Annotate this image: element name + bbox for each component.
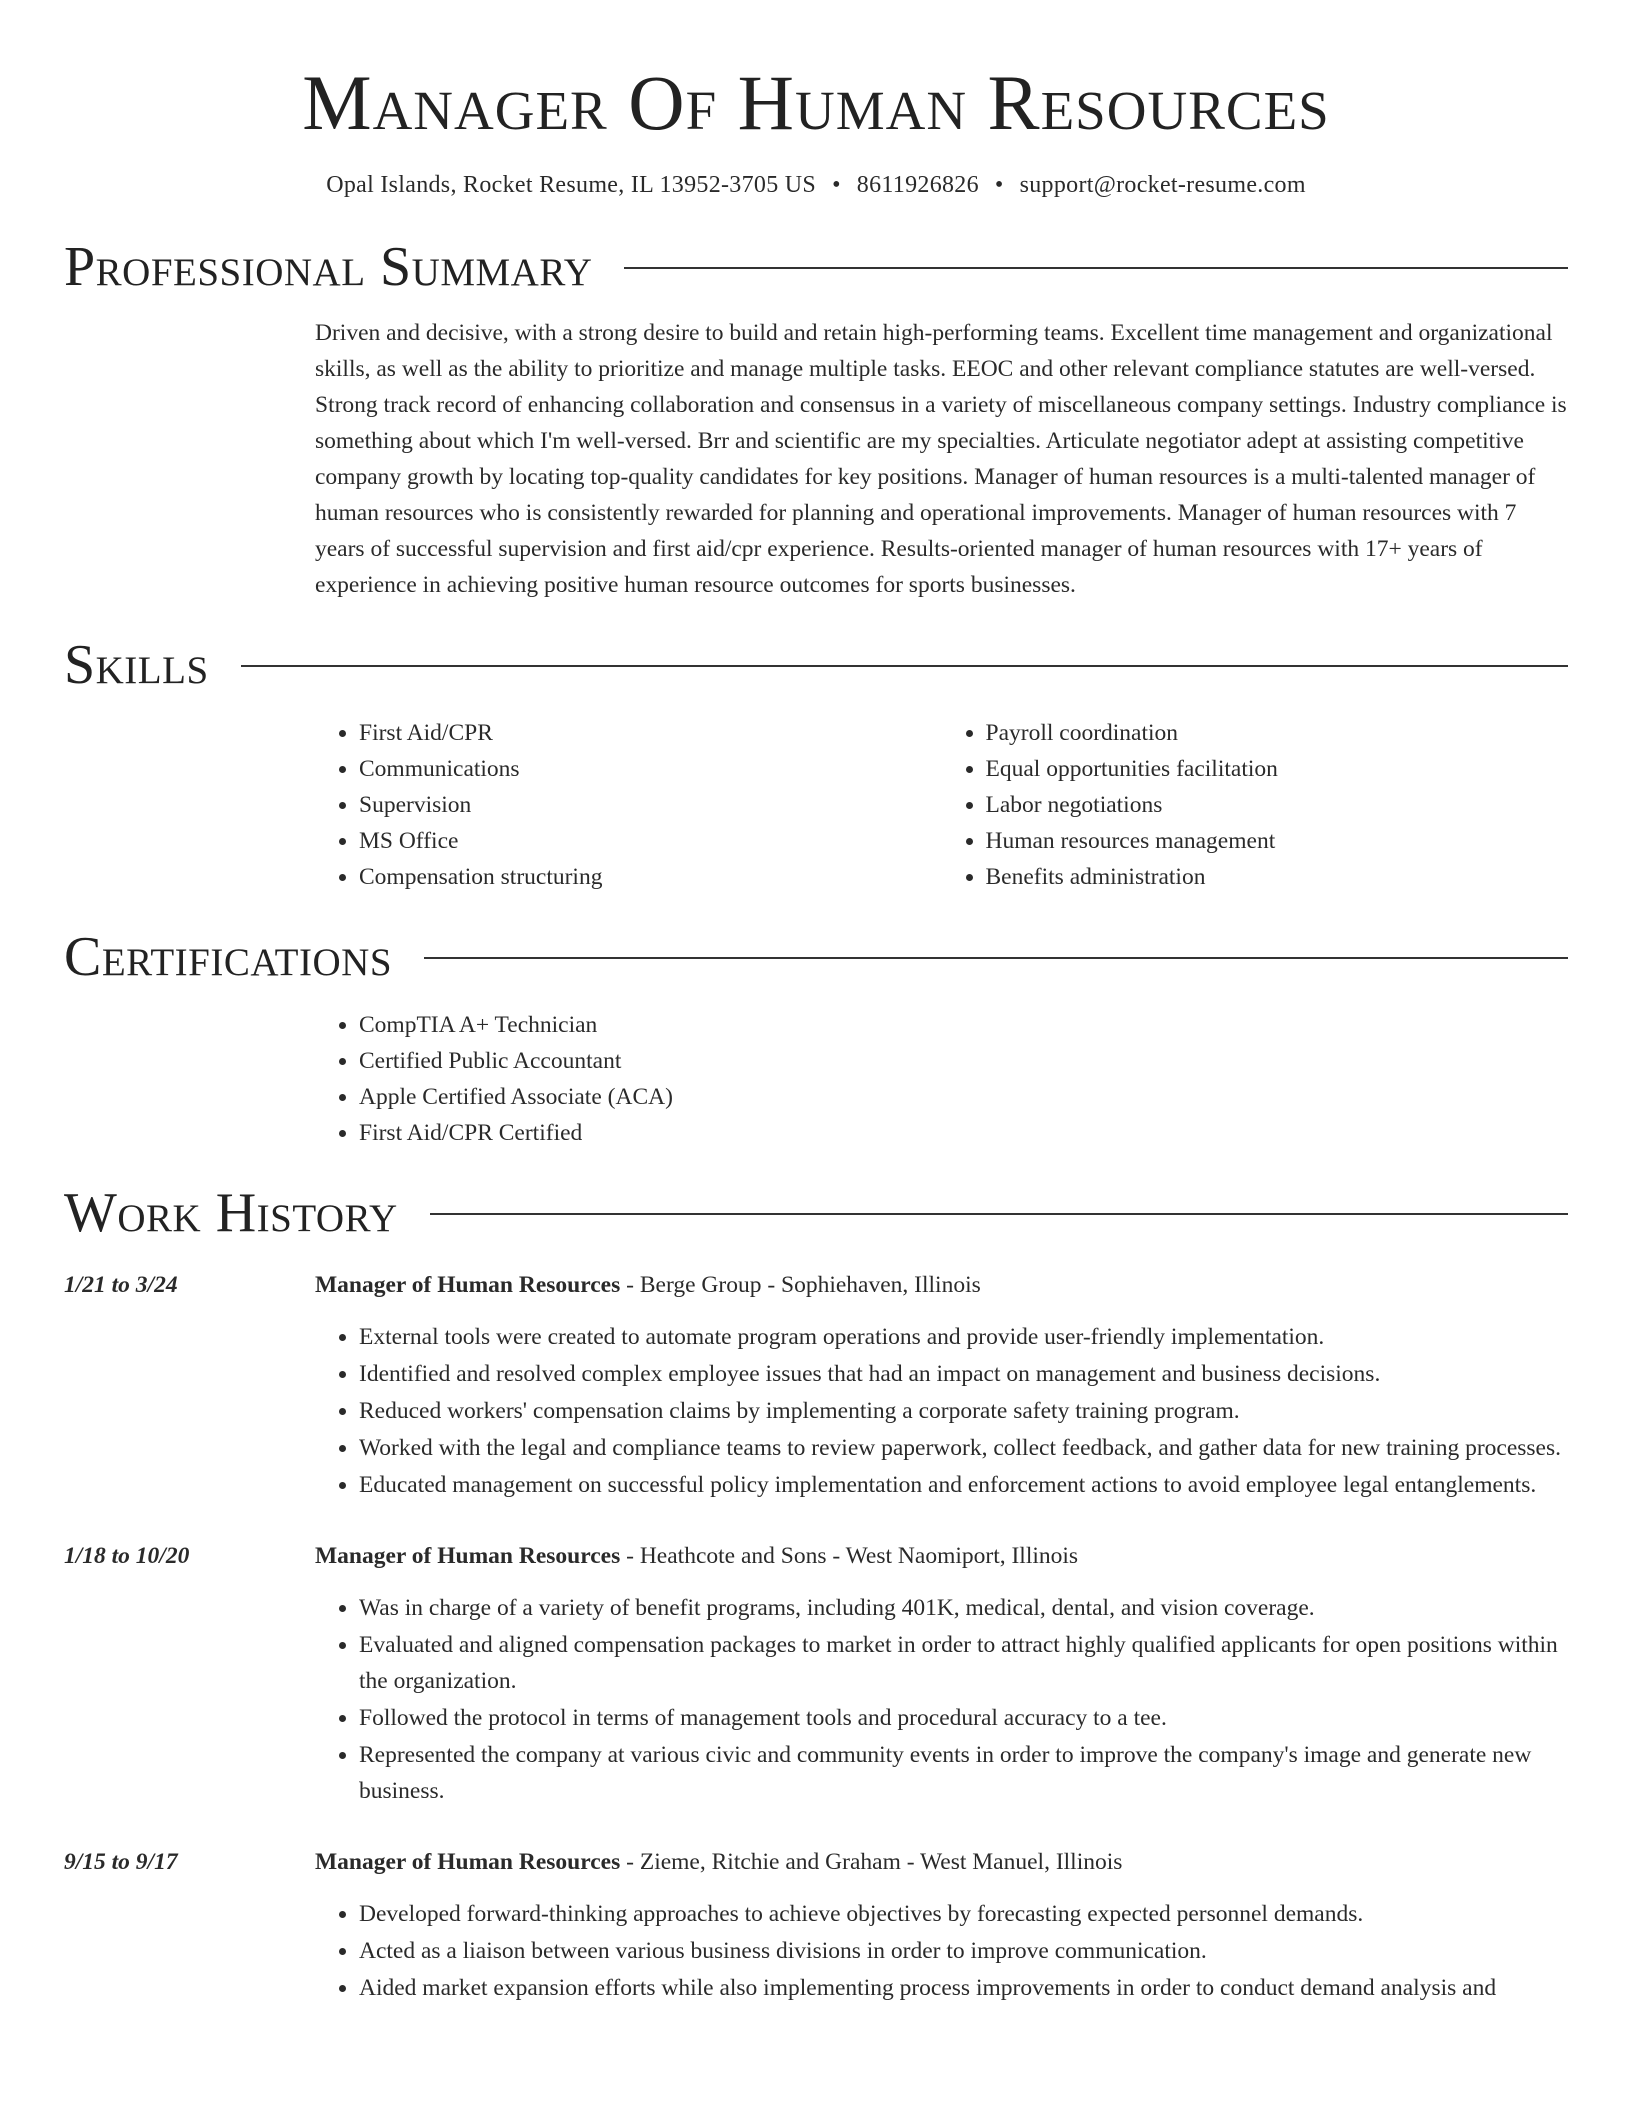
skills-section-header [64,634,1568,696]
job-title: Manager of Human Resources [315,1543,621,1569]
job-bullets [315,1590,1568,1809]
certifications-section-header [64,926,1568,988]
job-bullets [315,1319,1568,1503]
job-entry [64,1267,1568,1504]
job-dates: 1/21 to 3/24 [64,1272,178,1298]
section-divider [430,1213,1568,1215]
work-section-header [64,1182,1568,1244]
job-bullet: • Followed the protocol in terms of management tools and procedural accuracy to a tee. [359,1700,1568,1736]
skill-item: • Compensation structuring [359,859,942,895]
job-bullet: • Represented the company at various civic and community events in order to improve the company's image and generate new business. [359,1737,1568,1809]
certifications-list [315,1007,1568,1151]
skill-item: • Labor negotiations [986,787,1569,823]
job-title: Manager of Human Resources [315,1849,621,1875]
section-divider [241,665,1568,667]
certifications-content [315,1007,1568,1151]
summary-heading: Professional Summary [64,236,593,298]
contact-separator: • [994,172,1004,198]
skills-grid [315,715,1568,895]
certification-item: • Certified Public Accountant [359,1043,1568,1079]
skill-item: • Payroll coordination [986,715,1569,751]
summary-text: Driven and decisive, with a strong desire to build and retain high-performing teams. Excellent time management and organizational skills, as well as the ability to prioritize and manage multiple tasks. EEOC and other relevant compliance statutes are well-versed. Strong track record of enhancing collaboration and consensus in a variety of miscellaneous company settings. Industry compliance is something about which I'm well-versed. Brr and scientific are my specialties. Articulate negotiator adept at assisting competitive company growth by locating top-quality candidates for key positions. Manager of human resources is a multi-talented manager of human resources who is consistently rewarded for planning and operational improvements. Manager of human resources with 7 years of successful supervision and first aid/cpr experience. Results-oriented manager of human resources with 17+ years of experience in achieving positive human resource outcomes for sports businesses. [315,320,1567,598]
work-heading: Work History [64,1182,398,1244]
certification-item: • Apple Certified Associate (ACA) [359,1079,1568,1115]
skill-item: • MS Office [359,823,942,859]
job-employer: - Berge Group - Sophiehaven, Illinois [620,1272,981,1298]
job-details [315,1844,1568,2007]
skill-item: • Supervision [359,787,942,823]
job-title: Manager of Human Resources [315,1272,621,1298]
job-heading [315,1538,1568,1574]
job-bullet: • Worked with the legal and compliance teams to review paperwork, collect feedback, and gather data for new training processes. [359,1430,1568,1466]
job-employer: - Heathcote and Sons - West Naomiport, Illinois [620,1543,1079,1569]
job-bullet: • Evaluated and aligned compensation packages to market in order to attract highly qualified applicants for open positions within the organization. [359,1627,1568,1699]
contact-address: Opal Islands, Rocket Resume, IL 13952-3705 US [326,172,817,198]
skill-item: • Equal opportunities facilitation [986,751,1569,787]
job-bullet: • Aided market expansion efforts while also implementing process improvements in order to conduct demand analysis and [359,1970,1568,2006]
contact-line [64,172,1568,199]
job-bullet: • Developed forward-thinking approaches to achieve objectives by forecasting expected personnel demands. [359,1896,1568,1932]
contact-email: support@rocket-resume.com [1019,172,1306,198]
skills-list-right [942,715,1569,895]
job-bullet: • Was in charge of a variety of benefit programs, including 401K, medical, dental, and vision coverage. [359,1590,1568,1626]
job-entry [64,1844,1568,2007]
job-bullets [315,1896,1568,2006]
certifications-heading: Certifications [64,926,393,988]
job-entry [64,1538,1568,1810]
job-bullet: • Identified and resolved complex employee issues that had an impact on management and business decisions. [359,1356,1568,1392]
skills-heading: Skills [64,634,209,696]
job-bullet: • Reduced workers' compensation claims by implementing a corporate safety training program. [359,1393,1568,1429]
work-history [64,1267,1568,2007]
job-employer: - Zieme, Ritchie and Graham - West Manuel, Illinois [620,1849,1123,1875]
certification-item: • First Aid/CPR Certified [359,1115,1568,1151]
skill-item: • Human resources management [986,823,1569,859]
skills-list-left [315,715,942,895]
job-bullet: • External tools were created to automate program operations and provide user-friendly implementation. [359,1319,1568,1355]
contact-phone: 8611926826 [856,172,979,198]
summary-section-header [64,236,1568,298]
job-heading [315,1844,1568,1880]
section-divider [424,957,1568,959]
certification-item: • CompTIA A+ Technician [359,1007,1568,1043]
job-bullet: • Acted as a liaison between various business divisions in order to improve communication. [359,1933,1568,1969]
job-dates: 9/15 to 9/17 [64,1849,178,1875]
job-heading [315,1267,1568,1303]
section-divider [624,267,1568,269]
job-dates: 1/18 to 10/20 [64,1543,190,1569]
skill-item: • First Aid/CPR [359,715,942,751]
skill-item: • Benefits administration [986,859,1569,895]
contact-separator: • [832,172,841,198]
job-bullet: • Educated management on successful policy implementation and enforcement actions to avoid employee legal entanglements. [359,1467,1568,1503]
job-details [315,1267,1568,1504]
job-details [315,1538,1568,1810]
resume-name: Manager Of Human Resources [302,59,1330,146]
skill-item: • Communications [359,751,942,787]
